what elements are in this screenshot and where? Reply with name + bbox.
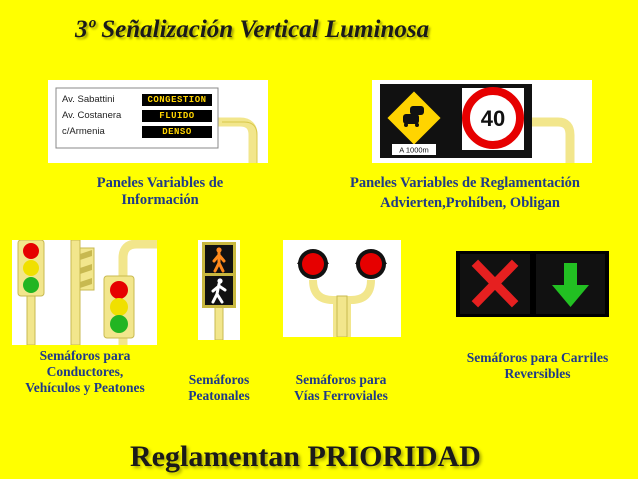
red-cross-icon	[460, 254, 530, 314]
distance-text: A 1000m	[399, 145, 429, 155]
info-row-status: FLUIDO	[142, 110, 212, 122]
info-row	[62, 126, 212, 138]
info-panel-caption	[55, 175, 265, 210]
caption-line: Conductores,	[46, 364, 124, 380]
ferroviales-caption	[280, 372, 402, 404]
footer-heading: Reglamentan PRIORIDAD	[130, 440, 481, 473]
railway-traffic-light-image	[283, 240, 401, 337]
caption-line: Semáforos para	[295, 372, 387, 387]
caption-line: Advierten,Prohíben, Obligan	[380, 195, 560, 212]
pedestrian-traffic-light-image	[198, 240, 240, 340]
pedestrian-stop-icon	[205, 245, 233, 273]
regulation-panel-pole	[532, 122, 570, 163]
carriles-caption	[445, 350, 630, 382]
info-row	[62, 94, 212, 106]
page-title: 3º Señalización Vertical Luminosa	[75, 16, 430, 43]
traffic-light-arm-icon	[104, 244, 157, 345]
info-row-status: CONGESTION	[142, 94, 212, 106]
info-row-status: DENSO	[142, 126, 212, 138]
caption-line: Peatonales	[188, 388, 250, 404]
info-row	[62, 110, 212, 122]
traffic-light-icon	[18, 240, 44, 345]
info-panel-image	[48, 80, 268, 163]
green-down-arrow-icon	[536, 254, 605, 314]
caption-line: Paneles Variables de Reglamentación	[350, 175, 580, 191]
vehicle-traffic-lights-image	[12, 240, 157, 345]
speed-limit-value: 40	[480, 106, 506, 131]
railway-light-icon	[297, 249, 387, 337]
caption-line: Semáforos para Carriles	[466, 350, 609, 365]
caption-line: Paneles Variables de	[96, 175, 224, 191]
peatonales-caption	[178, 372, 260, 404]
caption-line: Semáforos para	[39, 348, 131, 363]
info-row-label: c/Armenia	[62, 126, 105, 137]
caption-line: Vehículos y Peatones	[25, 380, 145, 396]
caption-line: Semáforos	[188, 372, 250, 387]
caption-line: Reversibles	[504, 366, 571, 382]
regulation-panel-image	[372, 80, 592, 163]
reversible-lane-signals-image	[456, 251, 609, 317]
conductores-caption	[0, 348, 170, 397]
pedestrian-walk-icon	[205, 276, 233, 305]
traffic-light-side-icon	[71, 240, 94, 345]
caption-line: Información	[121, 192, 199, 209]
regulation-panel-caption	[305, 175, 638, 213]
info-row-label: Av. Sabattini	[62, 94, 115, 105]
info-row-label: Av. Costanera	[62, 110, 122, 121]
caption-line: Vías Ferroviales	[294, 388, 388, 404]
